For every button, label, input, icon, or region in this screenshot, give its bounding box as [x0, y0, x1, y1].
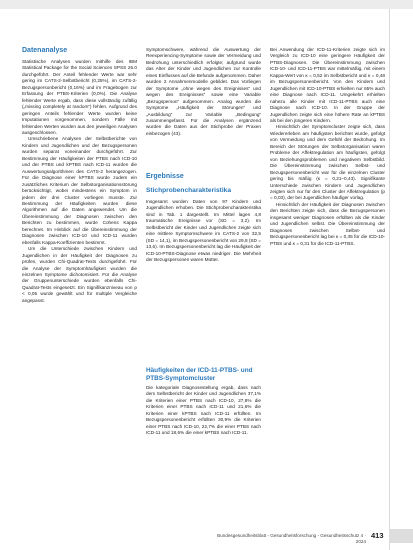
page-tab: [389, 529, 413, 543]
paragraph: Bei Anwendung der ICD-11-Kriterien zeigte sich im Vergleich zu ICD-10 eine geringere Häufigkeit der PTBS-Diagnosen. Die Übereinstimmung zwischen ICD-10- und ICD-11-PTBS war mittelmäßig, mit einem Kappa-Wert von κ = 0,52 im Selbstbericht und κ = 0,48 im Bezugspersonenbericht. Von den Kindern und Jugendlichen mit ICD-10-PTBS erhielten nur 65% auch eine Diagnose nach ICD-11. Umgekehrt erhielten nahezu alle Kinder mit ICD-11-PTBS auch eine Diagnose nach ICD-10. In der Gruppe der Jugendlichen zeigte sich eine höhere Rate an kPTBS als bei den jüngeren Kindern.: [270, 47, 385, 123]
paragraph: Um die Unterschiede zwischen Kindern und Jugendlichen in der Häufigkeit der Diagnosen zu prüfen, wurden Chi-Quadrat-Tests durchgeführt. Für die Analyse der Symptomhäufigkeit wurden die einzelnen Symptome dichotomisiert. Für die Analyse der Gruppenunterschiede wurden ebenfalls Chi-Quadrat-Tests eingesetzt. Ein Signifikanzniveau von p < 0,05 wurde gewählt und für multiple Vergleiche angepasst.: [22, 246, 137, 303]
column-1: [22, 59, 137, 527]
column-2-bottom: [146, 385, 261, 527]
section-heading-haeufigkeiten: Häufigkeiten der ICD-11-PTBS- und PTBS-Symptomcluster: [146, 367, 253, 382]
paragraph: Die kategoriale Diagnosestellung ergab, dass nach dem Selbstbericht der Kinder und Jugendlichen 37,1% die Kriterien einer PTBS nach ICD-10, 27,8% die Kriterien einer PTBS nach ICD-11 und 21,6% die Kriterien einer kPTBS nach ICD-11 erfüllten. Im Bezugspersonenbericht erfüllten 30,9% die Kriterien einer PTBS nach ICD-10, 22,7% die einer PTBS nach ICD-11 und 18,6% die einer kPTBS nach ICD-11.: [146, 385, 261, 436]
column-2-middle: [146, 199, 261, 309]
page-number: 413: [371, 531, 384, 540]
column-3: [270, 47, 385, 527]
paragraph: Umschriebene Analysen der Selbstberichte von Kindern und Jugendlichen und der Bezugspersonen wurden separat voneinander durchgeführt. Zur Bestimmung der Häufigkeiten der PTBS nach ICD-10 und der PTBS und kPTBS nach ICD-11 wurden die Auswertungsalgorithmen des CATS-2 herangezogen. Für die Diagnose einer kPTBS wurde zudem ein zusätzliches Kriterium der Selbstorganisationsstörung berücksichtigt, wobei mindestens ein Symptom in jedem der drei Cluster vorliegen musste. Zur Bestimmung der Häufigkeiten wurden diese Algorithmen auf die Daten angewendet. Um die Übereinstimmung der Diagnosen zwischen den Berichten zu bestimmen, wurde Cohens Kappa berechnet. Im Hinblick auf die Übereinstimmung der Diagnosen zwischen ICD-10 und ICD-11 wurden ebenfalls Kappa-Koeffizienten bestimmt.: [22, 136, 137, 245]
paragraph: Statistische Analysen wurden mithilfe des IBM Statistical Package for the Social Sciences SPSS 26.0 durchgeführt. Der Anteil fehlender Werte war sehr gering im CATS-2-Selbstbericht (0,25%), im CATS-2-Bezugspersonbericht (0,16%) und im Fragebogen zur Erfassung der PTBS-Kriterien (0,0%). Die Analyse fehlender Werte ergab, dass diese vollständig zufällig („missing completely at random“) fehlen. Aufgrund des geringen Anteils fehlender Werte wurden keine Imputationen vorgenommen, sondern Fälle mit fehlenden Werten wurden aus den jeweiligen Analysen ausgeschlossen.: [22, 59, 137, 135]
paragraph: Hinsichtlich der Häufigkeit der Diagnosen zwischen den Berichten zeigte sich, dass die Bezugspersonen insgesamt weniger Diagnosen erfüllten als die Kinder und Jugendlichen selbst. Die Übereinstimmung der Diagnosen zwischen Selbst- und Bezugspersonenbericht lag bei κ = 0,35 für die ICD-10-PTBS und κ = 0,31 für die ICD-11-PTBS.: [270, 201, 385, 246]
section-heading-ergebnisse: Ergebnisse: [146, 173, 184, 180]
top-bar: [0, 0, 413, 9]
section-heading-datenanalyse: Datenanalyse: [22, 47, 68, 54]
paragraph: Hinsichtlich der Symptomcluster zeigte sich, dass Wiedererleben am häufigsten berichtet wurde, gefolgt von Vermeidung und dem Gefühl der Bedrohung. Im Bereich der Störungen der Selbstorganisation waren Probleme der Affektregulation am häufigsten, gefolgt von Beziehungsproblemen und negativem Selbstbild. Die Übereinstimmung zwischen Selbst- und Bezugspersonenbericht war für die einzelnen Cluster gering bis mäßig (κ = 0,21–0,43). Signifikante Unterschiede zwischen Kindern und Jugendlichen zeigten sich nur für den Cluster der Affektregulation (p = 0,03), der bei Jugendlichen häufiger vorlag.: [270, 124, 385, 201]
section-heading-stichprobe: Stichprobencharakteristika: [146, 187, 232, 194]
journal-footer: Bundesgesundheitsblatt - Gesundheitsforschung - Gesundheitsschutz 4 · 2024: [217, 533, 366, 544]
column-2-top: [146, 47, 261, 163]
paragraph: Symptomschwere, während die Auswertung der Reexperiencing-Symptome sowie der Vermeidung und Bedrohung unterschiedlich erfolgte; aufgrund wurde das Alter der Kinder und Jugendlichen zur Kontrolle eines Einflusses auf die Befunde aufgenommen. Daher wurden 2 Annahmenmodelle gebildet. Das Vorliegen der Symptome „ohne wegen des Ereignisses“ und wegen des Ereignisses“ sowie eine Variable „Bezugsperson“ aufgenommen. Analog wurden die Symptome „Häufigkeit der Störungen“ und „Ausbildung“ zur Variable „Bedingung“ zusammengefasst. Für die Analysen ergänzend wurden die Daten aus der Stichprobe der Praxen einbezogen (43).: [146, 47, 261, 136]
paragraph: Insgesamt wurden Daten von 97 Kindern und Jugendlichen erhoben. Die Stichprobencharakteristika sind in Tab. 1 dargestellt. Im Mittel lagen 4,8 traumatische Ereignisse vor (SD = 3,2). Im Selbstbericht der Kinder und Jugendlichen zeigte sich eine mittlere Symptomschwere im CATS-2 von 32,5 (SD = 14,1), im Bezugspersonenbericht von 29,8 (SD = 13,6). Im Bezugspersonenbericht lag die Häufigkeit der ICD-10-PTBS-Diagnose etwas niedriger. Die Mehrheit der Bezugspersonen waren Mütter.: [146, 199, 261, 263]
side-rule: [389, 9, 390, 550]
